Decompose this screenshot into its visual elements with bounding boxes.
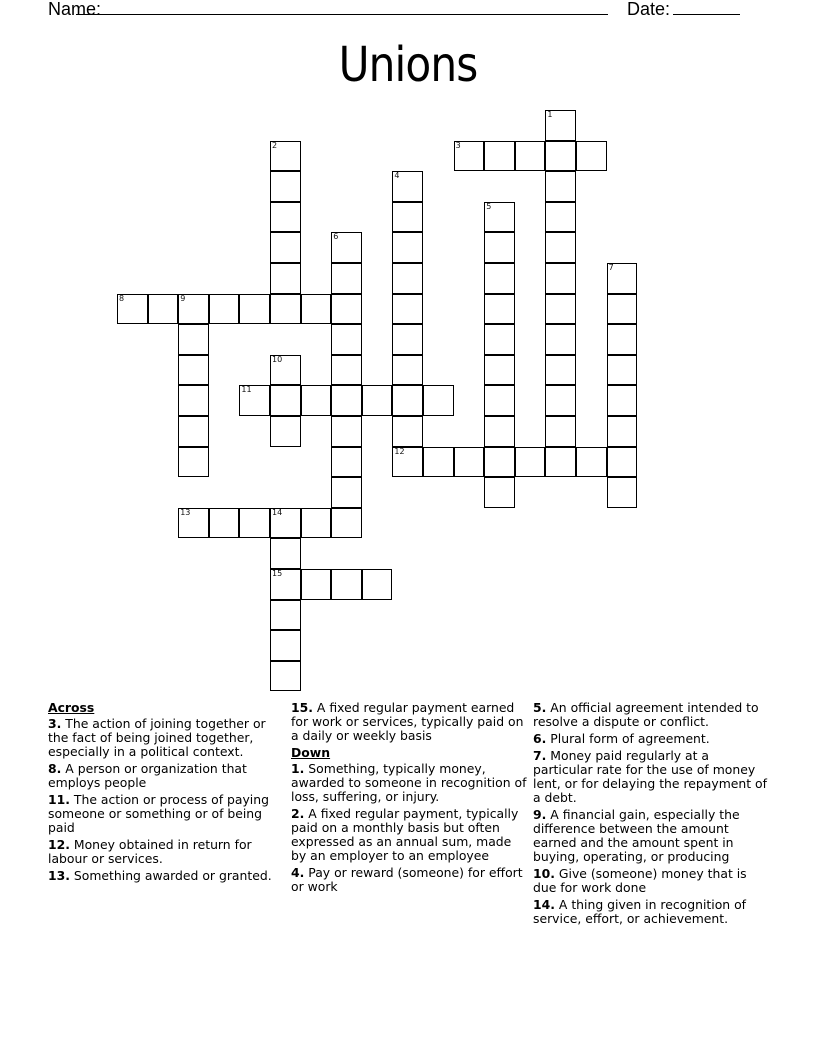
grid-cell[interactable] [270,600,301,631]
grid-cell[interactable] [484,477,515,508]
grid-cell[interactable] [545,324,576,355]
grid-cell[interactable] [607,324,638,355]
grid-cell[interactable] [576,141,607,172]
grid-cell[interactable] [515,141,546,172]
grid-cell[interactable] [423,385,454,416]
grid-cell[interactable] [209,508,240,539]
grid-cell[interactable] [209,294,240,325]
grid-cell[interactable] [270,661,301,692]
down-heading: Down [291,745,331,760]
clue-text: The action or process of paying someone or something or of being paid [48,792,269,835]
grid-cell[interactable] [270,294,301,325]
grid-cell[interactable] [423,447,454,478]
clue-across-12 [48,838,284,866]
grid-cell[interactable] [178,355,209,386]
grid-cell[interactable] [607,355,638,386]
name-label: Name: [48,0,102,19]
grid-cell[interactable] [331,355,362,386]
grid-cell[interactable] [545,355,576,386]
clue-text: Something, typically money, awarded to someone in recognition of loss, suffering, or injury. [291,761,527,804]
clue-across-11 [48,793,284,835]
grid-cell[interactable] [301,508,332,539]
clue-number: 12. [48,837,70,852]
grid-cell[interactable] [607,263,638,294]
grid-cell[interactable] [545,385,576,416]
grid-cell[interactable] [331,508,362,539]
clue-down-9 [533,808,769,864]
clue-text: Money obtained in return for labour or services. [48,837,252,866]
clue-text: Money paid regularly at a particular rate for the use of money lent, or for delaying the repayment of a debt. [533,748,767,805]
grid-cell[interactable] [270,232,301,263]
grid-cell[interactable] [270,569,301,600]
clue-number: 9. [533,807,547,822]
grid-cell[interactable] [392,385,423,416]
clue-number: 6. [533,731,547,746]
grid-cell[interactable] [331,263,362,294]
grid-cell[interactable] [545,294,576,325]
clue-text: A fixed regular payment, typically paid on a monthly basis but often expressed as an annual sum, made by an employer to an employee [291,806,519,863]
puzzle-title: Unions [338,37,478,93]
cell-number: 10 [272,354,283,364]
clue-down-6 [533,732,769,746]
clue-text: Give (someone) money that is due for work done [533,866,747,895]
grid-cell[interactable] [545,171,576,202]
grid-cell[interactable] [392,171,423,202]
clue-number: 2. [291,806,305,821]
grid-cell[interactable] [484,263,515,294]
grid-cell[interactable] [362,385,393,416]
cell-number: 4 [394,171,400,181]
clue-across-8 [48,762,284,790]
grid-cell[interactable] [239,385,270,416]
grid-cell[interactable] [270,141,301,172]
clue-text: A fixed regular payment earned for work or services, typically paid on a daily or weekly basis [291,700,524,743]
clue-down-4 [291,866,527,894]
grid-cell[interactable] [454,141,485,172]
grid-cell[interactable] [484,355,515,386]
grid-cell[interactable] [178,324,209,355]
grid-cell[interactable] [607,447,638,478]
grid-cell[interactable] [454,447,485,478]
grid-cell[interactable] [392,324,423,355]
cell-number: 1 [547,110,553,119]
clue-down-5 [533,701,769,729]
grid-cell[interactable] [392,232,423,263]
grid-cell[interactable] [545,110,576,141]
grid-cell[interactable] [392,263,423,294]
grid-cell[interactable] [545,232,576,263]
clue-text: Plural form of agreement. [550,731,710,746]
grid-cell[interactable] [545,202,576,233]
grid-cell[interactable] [331,447,362,478]
grid-cell[interactable] [607,416,638,447]
grid-cell[interactable] [178,508,209,539]
cell-number: 12 [394,446,405,456]
grid-cell[interactable] [178,294,209,325]
clue-number: 10. [533,866,555,881]
grid-cell[interactable] [545,447,576,478]
clue-number: 7. [533,748,547,763]
grid-cell[interactable] [331,416,362,447]
grid-cell[interactable] [545,263,576,294]
clue-down-7 [533,749,769,805]
grid-cell[interactable] [545,416,576,447]
grid-cell[interactable] [392,355,423,386]
clue-number: 15. [291,700,313,715]
date-label: Date: [627,0,671,19]
grid-cell[interactable] [484,202,515,233]
cell-number: 5 [486,201,492,211]
grid-cell[interactable] [484,141,515,172]
grid-cell[interactable] [484,447,515,478]
grid-cell[interactable] [148,294,179,325]
clue-number: 5. [533,700,547,715]
clue-across-15 [291,701,527,743]
grid-cell[interactable] [270,385,301,416]
grid-cell[interactable] [331,477,362,508]
clue-number: 13. [48,868,70,883]
grid-cell[interactable] [392,447,423,478]
clue-text: An official agreement intended to resolve a dispute or conflict. [533,700,759,729]
grid-cell[interactable] [178,385,209,416]
clue-across-3 [48,717,284,759]
grid-cell[interactable] [607,385,638,416]
clue-number: 3. [48,716,62,731]
grid-cell[interactable] [484,416,515,447]
cell-number: 8 [119,293,125,303]
across-heading: Across [48,700,95,715]
grid-cell[interactable] [178,447,209,478]
cell-number: 15 [272,569,283,578]
grid-cell[interactable] [270,508,301,539]
grid-cell[interactable] [576,447,607,478]
grid-cell[interactable] [331,385,362,416]
clue-down-10 [533,867,769,895]
grid-cell[interactable] [270,630,301,661]
clue-down-1 [291,762,527,804]
clue-number: 11. [48,792,70,807]
grid-cell[interactable] [270,202,301,233]
grid-cell[interactable] [331,232,362,263]
clue-across-13 [48,869,284,883]
grid-cell[interactable] [301,294,332,325]
grid-cell[interactable] [484,324,515,355]
grid-cell[interactable] [515,447,546,478]
grid-cell[interactable] [392,294,423,325]
cell-number: 14 [272,507,283,517]
cell-number: 6 [333,232,339,242]
clues-column-1 [48,701,284,886]
clue-number: 14. [533,897,555,912]
clue-number: 1. [291,761,305,776]
grid-cell[interactable] [270,538,301,569]
clue-text: The action of joining together or the fact of being joined together, especially in a political context. [48,716,266,759]
grid-cell[interactable] [484,294,515,325]
clue-text: A person or organization that employs people [48,761,247,790]
clues-column-3 [533,701,769,929]
cell-number: 7 [608,263,614,272]
clue-text: A financial gain, especially the difference between the amount earned and the amount spent in buying, operating, or producing [533,807,740,864]
grid-cell[interactable] [117,294,148,325]
grid-cell[interactable] [484,232,515,263]
clue-text: A thing given in recognition of service, effort, or achievement. [533,897,747,926]
grid-cell[interactable] [607,477,638,508]
cell-number: 9 [180,293,186,303]
grid-cell[interactable] [362,569,393,600]
grid-cell[interactable] [392,416,423,447]
grid-cell[interactable] [301,569,332,600]
grid-cell[interactable] [270,263,301,294]
cell-number: 3 [455,140,461,150]
clue-text: Something awarded or granted. [73,868,272,883]
cell-number: 11 [241,385,252,395]
clue-down-14 [533,898,769,926]
grid-cell[interactable] [331,324,362,355]
grid-cell[interactable] [239,508,270,539]
clue-down-2 [291,807,527,863]
grid-cell[interactable] [270,355,301,386]
grid-cell[interactable] [484,385,515,416]
grid-cell[interactable] [607,294,638,325]
grid-cell[interactable] [178,416,209,447]
grid-cell[interactable] [239,294,270,325]
clue-number: 4. [291,865,305,880]
cell-number: 2 [272,140,278,150]
grid-cell[interactable] [392,202,423,233]
grid-cell[interactable] [270,416,301,447]
grid-cell[interactable] [331,569,362,600]
grid-cell[interactable] [301,385,332,416]
cell-number: 13 [180,507,191,517]
clues-column-2 [291,701,527,897]
grid-cell[interactable] [545,141,576,172]
grid-cell[interactable] [270,171,301,202]
clue-text: Pay or reward (someone) for effort or work [291,865,523,894]
grid-cell[interactable] [331,294,362,325]
clue-number: 8. [48,761,62,776]
